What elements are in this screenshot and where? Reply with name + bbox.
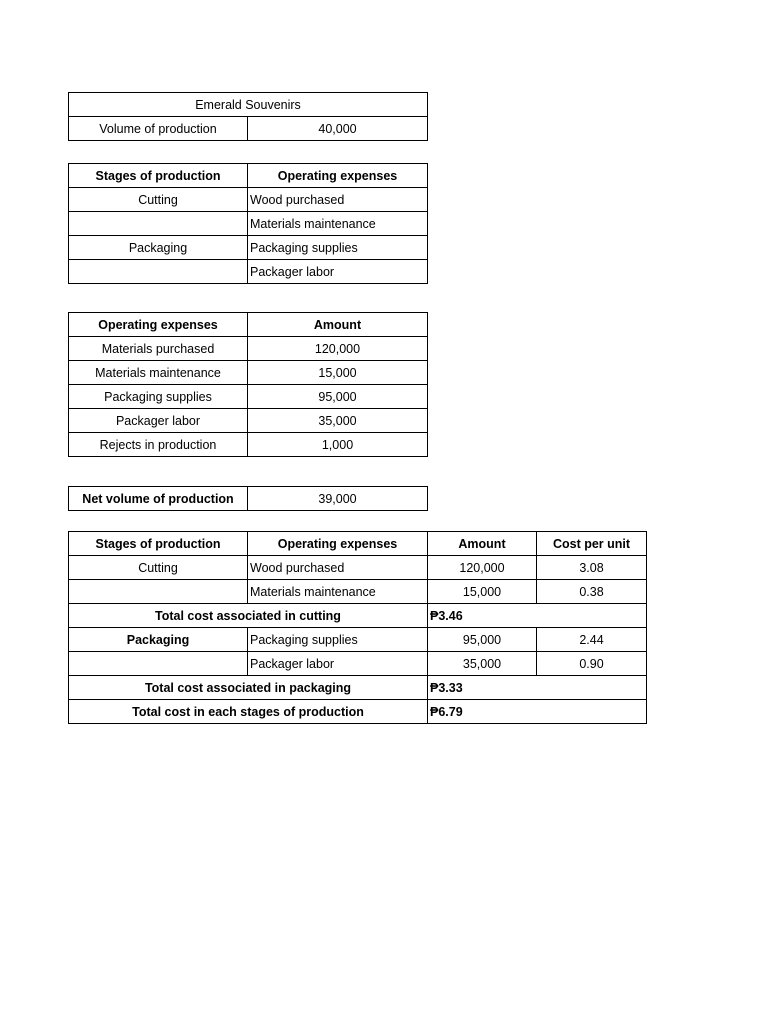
volume-label: Volume of production [69, 117, 248, 141]
packaging-total-value: ₱3.33 [428, 676, 647, 700]
stage-cell: Cutting [69, 188, 248, 212]
expenses-table [68, 312, 428, 457]
header-amount: Amount [248, 313, 428, 337]
cost-table [68, 531, 647, 724]
stage-cell: Packaging [69, 236, 248, 260]
header-cost-per-unit: Cost per unit [537, 532, 647, 556]
expenses-header-row [69, 313, 428, 337]
amount-cell: 120,000 [428, 556, 537, 580]
expense-cell: Wood purchased [248, 556, 428, 580]
expense-label: Materials maintenance [69, 361, 248, 385]
expense-cell: Materials maintenance [248, 580, 428, 604]
expense-cell: Packaging supplies [248, 236, 428, 260]
expense-amount: 35,000 [248, 409, 428, 433]
cutting-total-label: Total cost associated in cutting [69, 604, 428, 628]
packaging-total-row [69, 676, 647, 700]
table-row [69, 385, 428, 409]
company-table [68, 92, 428, 141]
stages-header-row [69, 164, 428, 188]
expense-cell: Packager labor [248, 260, 428, 284]
header-operating-expenses: Operating expenses [248, 164, 428, 188]
volume-value: 40,000 [248, 117, 428, 141]
stage-cell [69, 652, 248, 676]
table-row [69, 260, 428, 284]
net-volume-table [68, 486, 428, 511]
stages-table [68, 163, 428, 284]
expense-cell: Packager labor [248, 652, 428, 676]
company-title: Emerald Souvenirs [69, 93, 428, 117]
expense-label: Packaging supplies [69, 385, 248, 409]
table-row [69, 409, 428, 433]
company-title-row [69, 93, 428, 117]
expense-cell: Materials maintenance [248, 212, 428, 236]
header-stages: Stages of production [69, 164, 248, 188]
volume-row [69, 117, 428, 141]
net-volume-value: 39,000 [248, 487, 428, 511]
net-volume-row [69, 487, 428, 511]
table-row [69, 433, 428, 457]
header-operating-expenses: Operating expenses [69, 313, 248, 337]
grand-total-value: ₱6.79 [428, 700, 647, 724]
stage-cell [69, 580, 248, 604]
table-row [69, 337, 428, 361]
table-row [69, 556, 647, 580]
cost-per-unit-cell: 0.38 [537, 580, 647, 604]
expense-cell: Packaging supplies [248, 628, 428, 652]
amount-cell: 95,000 [428, 628, 537, 652]
header-stages: Stages of production [69, 532, 248, 556]
cost-per-unit-cell: 2.44 [537, 628, 647, 652]
net-volume-label: Net volume of production [69, 487, 248, 511]
cost-per-unit-cell: 0.90 [537, 652, 647, 676]
amount-cell: 35,000 [428, 652, 537, 676]
table-row [69, 361, 428, 385]
table-row [69, 628, 647, 652]
cost-header-row [69, 532, 647, 556]
expense-label: Rejects in production [69, 433, 248, 457]
cutting-total-row [69, 604, 647, 628]
stage-cell [69, 260, 248, 284]
amount-cell: 15,000 [428, 580, 537, 604]
table-row [69, 236, 428, 260]
cutting-total-value: ₱3.46 [428, 604, 647, 628]
stage-cell: Cutting [69, 556, 248, 580]
table-row [69, 580, 647, 604]
expense-amount: 1,000 [248, 433, 428, 457]
table-row [69, 188, 428, 212]
expense-label: Materials purchased [69, 337, 248, 361]
expense-amount: 15,000 [248, 361, 428, 385]
stage-cell: Packaging [69, 628, 248, 652]
stage-cell [69, 212, 248, 236]
expense-amount: 120,000 [248, 337, 428, 361]
grand-total-label: Total cost in each stages of production [69, 700, 428, 724]
expense-amount: 95,000 [248, 385, 428, 409]
header-operating-expenses: Operating expenses [248, 532, 428, 556]
header-amount: Amount [428, 532, 537, 556]
packaging-total-label: Total cost associated in packaging [69, 676, 428, 700]
table-row [69, 212, 428, 236]
expense-cell: Wood purchased [248, 188, 428, 212]
grand-total-row [69, 700, 647, 724]
expense-label: Packager labor [69, 409, 248, 433]
table-row [69, 652, 647, 676]
cost-per-unit-cell: 3.08 [537, 556, 647, 580]
